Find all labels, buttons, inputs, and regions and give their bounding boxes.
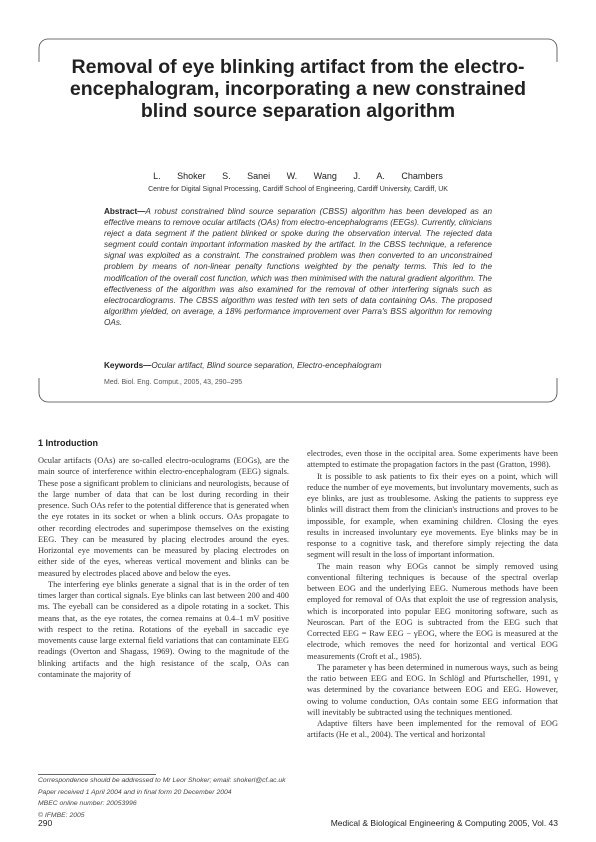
footnote-divider	[38, 774, 156, 775]
affiliation: Centre for Digital Signal Processing, Cardiff School of Engineering, Cardiff University, Cardiff, UK	[148, 186, 448, 193]
right-column	[307, 448, 558, 741]
author-list: L. Shoker S. Sanei W. Wang J. A. Chambers	[153, 171, 443, 181]
paragraph: electrodes, even those in the occipital area. Some experiments have been attempted to estimate the propagation factors in the past (Gratton, 1998).	[307, 449, 558, 470]
abstract-text: A robust constrained blind source separation (CBSS) algorithm has been developed as an effective means to remove ocular artifacts (OAs) from electro-encephalograms (EEGs). Currently, clinicians reject a data segment if the patient blinked or spoke during the observation interval. The rejected data segment could contain important information masked by the artifact. In the CBSS technique, a reference signal was exploited as a constraint. The constrained problem was then converted to an unconstrained problem by means of non-linear penalty functions weighted by the penalty terms. This led to the modification of the overall cost function, which was then minimised with the natural gradient algorithm. The effectiveness of the algorithm was also examined for the removal of other interfering signals such as electrocardiograms. The CBSS algorithm was tested with ten sets of data containing OAs. The proposed algorithm yielded, on average, a 18% performance improvement over Parra's BSS algorithm for removing OAs.	[104, 207, 492, 327]
page-number: 290	[38, 818, 53, 828]
section-heading: 1 Introduction	[38, 438, 98, 448]
paragraph: Ocular artifacts (OAs) are so-called electro-oculograms (EOGs), are the main source of interference within electro-encephalogram (EEG) signals. These pose a significant problem to clinicians and neurologists, because of the large number of data that can be lost during recording in their presence. Such OAs refer to the potential difference that is generated when the eye rotates in its socket or when a blink occurs. OAs propagate to other recording electrodes and superimpose themselves on the existing EEG. They can be measured by placing electrodes around the eyes. Horizontal eye movements can be measured by placing electrodes on either side of the eyes, whereas vertical movement and blinks can be measured by electrodes placed above and below the eyes.	[38, 456, 289, 578]
correspondence-note: Correspondence should be addressed to Mr Leor Shoker; email: shokerl@cf.ac.uk	[38, 777, 286, 784]
paragraph: The parameter γ has been determined in numerous ways, such as being the ratio between EEG and EOG. In Schlögl and Pfurtscheller, 1991, γ was determined by the covariance between EOG and EEG. However, owing to volume conduction, OAs contain some EEG information that will inevitably be subtracted using the techniques mentioned.	[307, 662, 558, 717]
paragraph: The interfering eye blinks generate a signal that is in the order of ten times larger than cortical signals. Eye blinks can last between 200 and 400 ms. The eyeball can be considered as a dipole rotating in a socket. This means that, as the eye rotates, the cornea remains at 0.4–1 mV positive with respect to the retina. Rotations of the eyeball in saccadic eye movements cause large external field variations that can contaminate EEG readings (Overton and Shagass, 1969). Owing to the magnitude of the blinking artifacts and the high resistance of the scalp, OAs can contaminate the majority of	[38, 579, 289, 679]
abstract-label: Abstract—	[104, 207, 146, 216]
footnotes	[38, 776, 289, 823]
paragraph: It is possible to ask patients to fix their eyes on a point, which will reduce the number of eye movements, but involuntary movements, such as eye blinks, are just as troublesome. Asking the patients to suppress eye blinks will distract them from the clinician's instructions and proves to be impossible, for example, when examining children. Closing the eyes results in increased involuntary eye movements. Eye blinks may be in response to a cognitive task, and therefore simply rejecting the data segment will result in the loss of important information.	[307, 471, 558, 560]
copyright-note: © IFMBE: 2005	[38, 812, 85, 820]
received-note: Paper received 1 April 2004 and in final form 20 December 2004	[38, 788, 232, 796]
left-column	[38, 455, 289, 680]
abstract	[104, 206, 492, 328]
keywords-label: Keywords—	[104, 361, 152, 370]
paragraph: Adaptive filters have been implemented for the removal of EOG artifacts (He et al., 2004). The vertical and horizontal	[307, 719, 558, 740]
keywords-text: Ocular artifact, Blind source separation, Electro-encephalogram	[151, 361, 382, 370]
citation: Med. Biol. Eng. Comput., 2005, 43, 290–295	[104, 379, 243, 386]
page-title: Removal of eye blinking artifact from the electro-encephalogram, incorporating a new constrained blind source separation algorithm	[69, 56, 527, 122]
keywords	[104, 361, 492, 370]
online-number-note: MBEC online number: 20053996	[38, 800, 137, 808]
journal-footer: Medical & Biological Engineering & Computing 2005, Vol. 43	[330, 818, 558, 828]
paragraph: The main reason why EOGs cannot be simply removed using conventional filtering techniques is because of the spectral overlap between EOG and the underlying EEG. Numerous methods have been employed for removal of OAs that exploit the use of regression analysis, which is incorporated into popular EEG monitoring software, such as Neuroscan. Part of the EOG is subtracted from the EEG such that Corrected EEG = Raw EEG − γEOG, where the EOG is measured at the electrode, which removes the need for horizontal and vertical EOG measurements (Croft et al., 1985).	[307, 561, 558, 661]
